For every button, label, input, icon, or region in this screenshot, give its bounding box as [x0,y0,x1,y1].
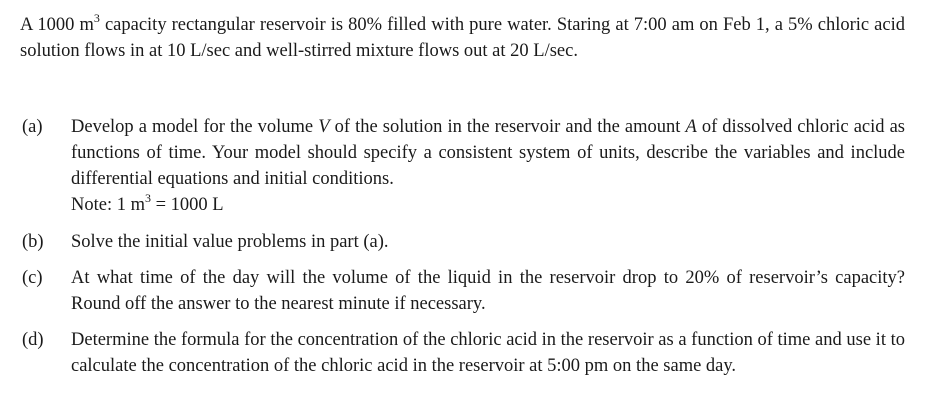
intro-text-2: capacity rectangular reservoir is 80% filled with pure water. Staring at 7:00 am on Feb 1, a 5% chloric acid solution flows in at 10 L/sec and well-stirred mixture flows out at 20 L/sec. [20,15,905,61]
unit-note-text-2: = 1000 L [151,195,224,215]
question-a-text-2: of the solution in the reservoir and the amount [329,117,686,137]
question-d [22,327,905,379]
volume-variable: V [318,117,330,137]
question-a-text-1: Develop a model for the volume [71,117,319,137]
unit-note-superscript: 3 [145,191,151,205]
problem-intro [20,12,905,64]
amount-variable: A [685,117,697,137]
question-b-text: Solve the initial value problems in part (a). [71,232,389,252]
question-d-text: Determine the formula for the concentration of the chloric acid in the reservoir as a function of time and use it to calculate the concentration of the chloric acid in the reservoir at 5:00 pm on the same day. [71,330,905,376]
intro-superscript: 3 [93,11,100,25]
question-a-label: (a) [22,117,43,137]
question-c-text: At what time of the day will the volume of the liquid in the reservoir drop to 20% of reservoir’s capacity? Round off the answer to the nearest minute if necessary. [71,268,905,314]
question-d-label: (d) [22,330,44,350]
unit-note [71,192,905,218]
unit-note-text-1: Note: 1 m [71,195,145,215]
question-a [22,114,905,218]
question-a-text-3: of dissolved chloric acid as functions of time. Your model should specify a consistent system of units, describe the variables and include differential equations and initial conditions. [71,117,905,189]
question-b-label: (b) [22,232,44,252]
question-b [22,229,905,255]
question-c-label: (c) [22,268,43,288]
question-c [22,265,905,317]
intro-text-1: A 1000 m [20,15,94,35]
question-a-text [71,114,905,218]
